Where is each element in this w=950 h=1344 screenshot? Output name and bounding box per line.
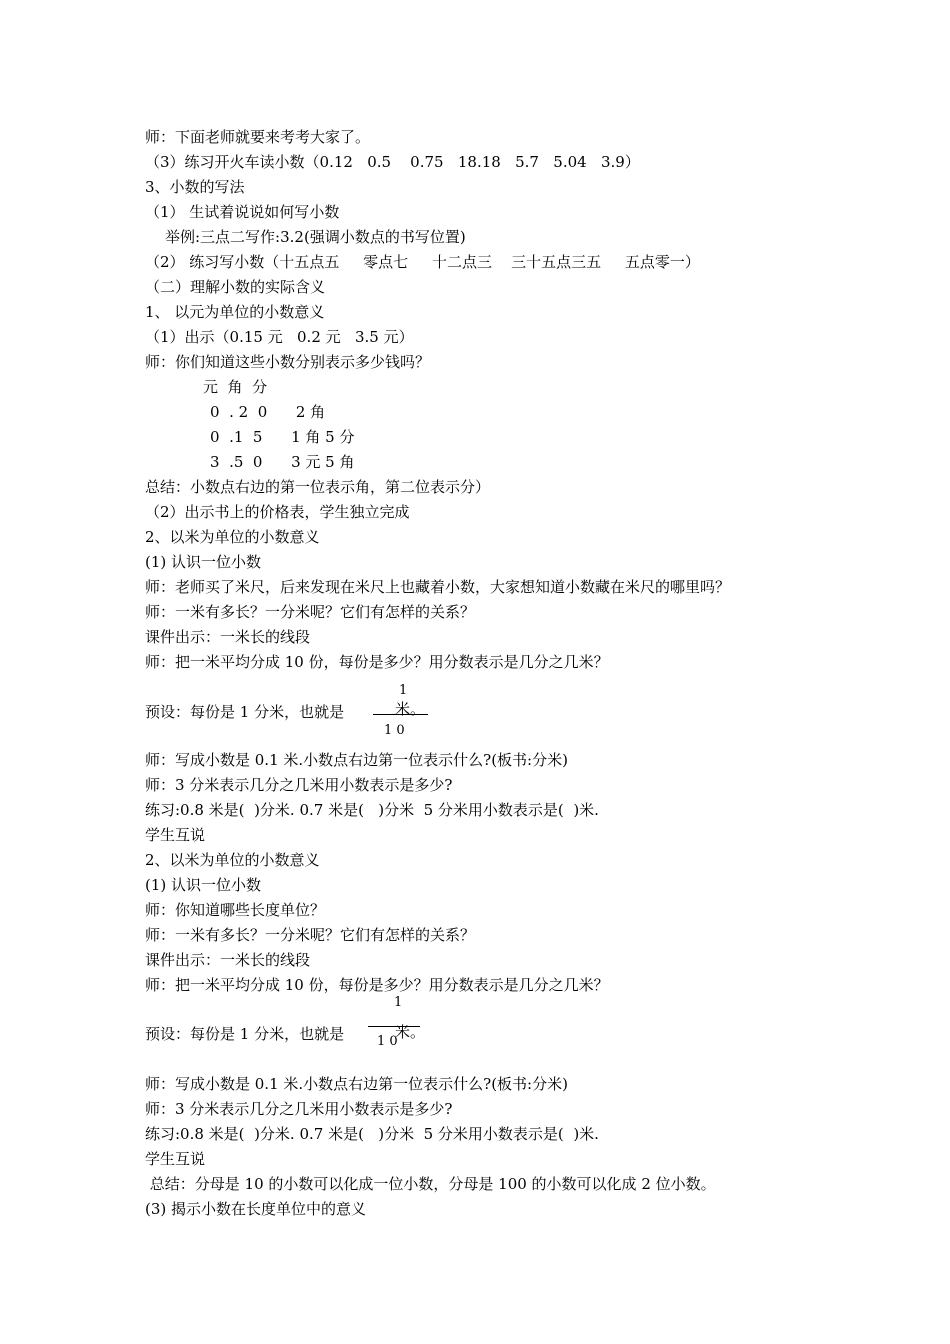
text-line: 师：3 分米表示几分之几米用小数表示是多少? [145, 776, 453, 794]
text-line: 2、以米为单位的小数意义 [145, 528, 320, 546]
text-line: 学生互说 [145, 826, 206, 844]
text-line: （2） 练习写小数（十五点五 零点七 十二点三 三十五点三五 五点零一） [145, 253, 700, 271]
text-line: 练习:0.8 米是( )分米. 0.7 米是( )分米 5 分米用小数表示是( )米. [145, 801, 599, 819]
text-line: 练习:0.8 米是( )分米. 0.7 米是( )分米 5 分米用小数表示是( )米. [145, 1125, 599, 1143]
text-line: 师：把一米平均分成 10 份，每份是多少？用分数表示是几分之几米？ [145, 976, 609, 994]
text-line: （1） 生试着说说如何写小数 [145, 203, 340, 221]
text-line: （1）出示（0.15 元 0.2 元 3.5 元） [145, 328, 414, 346]
fraction-denominator: 1 0 [377, 1034, 398, 1049]
text-line: 师：把一米平均分成 10 份，每份是多少？用分数表示是几分之几米？ [145, 653, 609, 671]
text-line: 师：下面老师就要来考考大家了。 [145, 128, 371, 146]
money-table-row: 0 .1 5 1 角 5 分 [210, 428, 355, 446]
text-line: 2、以米为单位的小数意义 [145, 851, 320, 869]
text-line: 举例:三点二写作:3.2(强调小数点的书写位置) [165, 228, 466, 246]
text-line: 课件出示：一米长的线段 [145, 628, 311, 646]
money-table-row: 0 . 2 0 2 角 [210, 403, 326, 421]
fraction-denominator: 1 0 [384, 723, 405, 738]
text-line: 师：3 分米表示几分之几米用小数表示是多少? [145, 1100, 453, 1118]
text-line: 师：一米有多长？一分米呢？它们有怎样的关系？ [145, 926, 476, 944]
fraction-unit: 米。 [395, 700, 426, 718]
text-line: 3、小数的写法 [145, 178, 245, 196]
money-table-row: 3 .5 0 3 元 5 角 [210, 453, 355, 471]
text-line: （3）练习开火车读小数（0.12 0.5 0.75 18.18 5.7 5.04 3.9） [145, 153, 640, 171]
text-line: 总结：小数点右边的第一位表示角，第二位表示分） [145, 478, 491, 496]
fraction-bar [373, 714, 428, 715]
fraction-numerator: 1 [394, 995, 403, 1010]
money-table-header: 元 角 分 [203, 378, 268, 396]
text-line: 课件出示：一米长的线段 [145, 951, 311, 969]
fraction-unit: 米。 [395, 1023, 426, 1041]
text-line: (1) 认识一位小数 [145, 553, 262, 571]
text-line: 师：写成小数是 0.1 米.小数点右边第一位表示什么?(板书:分米) [145, 751, 568, 769]
text-line: （2）出示书上的价格表，学生独立完成 [145, 503, 410, 521]
text-line: 预设：每份是 1 分米，也就是 [145, 1025, 345, 1043]
text-line: 学生互说 [145, 1150, 206, 1168]
text-line: 师：你知道哪些长度单位？ [145, 901, 326, 919]
text-line: （二）理解小数的实际含义 [145, 278, 326, 296]
text-line: 1、 以元为单位的小数意义 [145, 303, 325, 321]
text-line: 师：写成小数是 0.1 米.小数点右边第一位表示什么?(板书:分米) [145, 1075, 568, 1093]
text-line: 预设：每份是 1 分米，也就是 [145, 703, 345, 721]
text-line: (3) 揭示小数在长度单位中的意义 [145, 1200, 367, 1218]
text-line: 师：你们知道这些小数分别表示多少钱吗？ [145, 353, 431, 371]
text-line: (1) 认识一位小数 [145, 876, 262, 894]
text-line: 师：一米有多长？一分米呢？它们有怎样的关系？ [145, 603, 476, 621]
text-line: 总结：分母是 10 的小数可以化成一位小数，分母是 100 的小数可以化成 2 位小数。 [145, 1175, 716, 1193]
text-line: 师：老师买了米尺，后来发现在米尺上也藏着小数，大家想知道小数藏在米尺的哪里吗？ [145, 578, 731, 596]
fraction-bar [368, 1026, 420, 1027]
fraction-numerator: 1 [399, 683, 408, 698]
